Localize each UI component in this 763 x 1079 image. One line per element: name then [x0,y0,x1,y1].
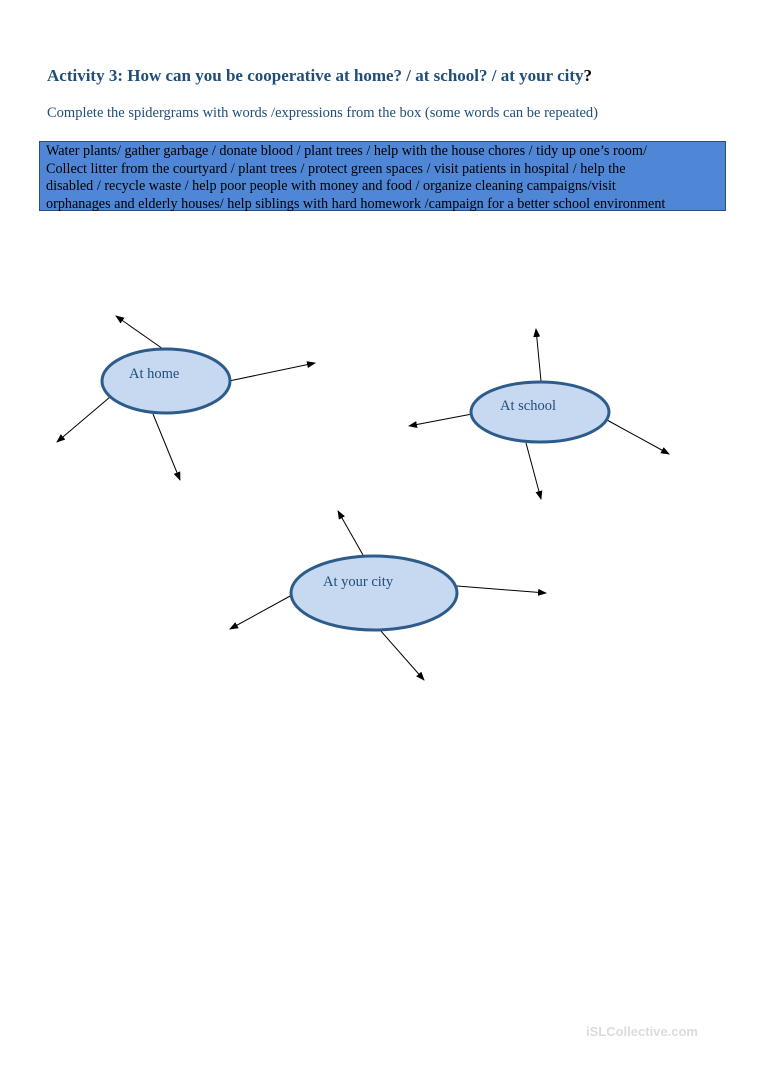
activity-title-question-mark: ? [583,66,593,85]
arrow-line [457,586,546,593]
arrow-line [116,316,163,349]
word-box-line: orphanages and elderly houses/ help siblings with hard homework /campaign for a better school environment [46,195,666,212]
activity-instruction: Complete the spidergrams with words /expressions from the box (some words can be repeated) [47,105,598,121]
word-box-line: Water plants/ gather garbage / donate blood / plant trees / help with the house chores / tidy up one’s room/ [46,143,647,159]
word-box-line: Collect litter from the courtyard / plant trees / protect green spaces / visit patients in hospital / help the [46,160,626,177]
arrow-line [57,397,110,442]
spidergram-label: At home [129,366,180,382]
spidergram-label: At school [500,398,556,414]
arrow-line [526,443,541,499]
spidergram-at-your-city [230,511,546,680]
activity-title-text: Activity 3: How can you be cooperative at home? / at school? / at your city [47,66,584,85]
arrow-line [607,420,669,454]
spidergram-at-school [409,329,669,499]
arrow-line [153,414,180,480]
watermark: iSLCollective.com [586,1024,698,1039]
word-box-line: disabled / recycle waste / help poor people with money and food / organize cleaning campaigns/visit [46,178,616,195]
arrow-line [338,511,363,555]
arrow-line [230,595,292,629]
arrow-line [229,363,315,381]
arrow-line [536,329,541,381]
arrow-line [409,414,472,426]
spidergram-label: At your city [323,574,394,590]
spidergram-node [291,556,457,630]
spidergram-at-home [57,316,315,480]
arrow-line [380,630,424,680]
